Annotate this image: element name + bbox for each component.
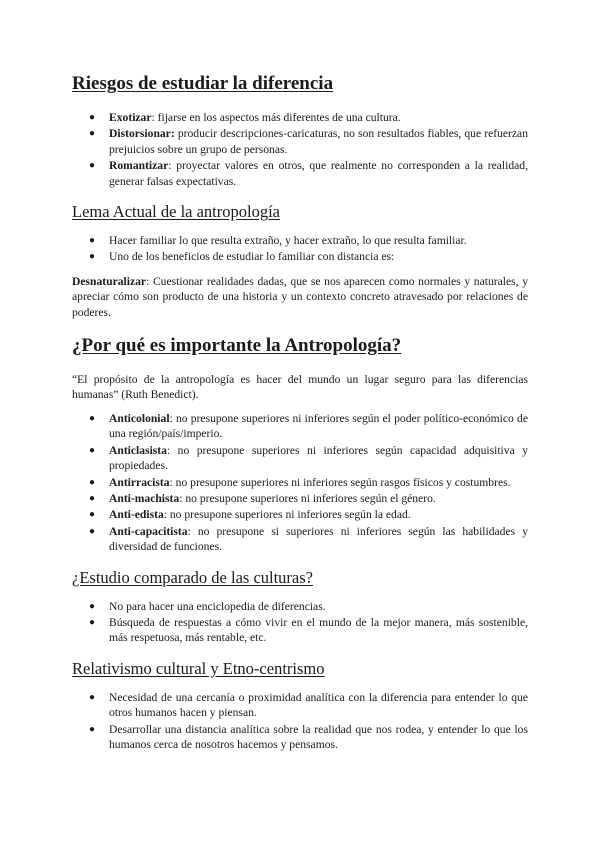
- bullet-icon: ●: [89, 509, 96, 521]
- item-text: Desarrollar una distancia analítica sobre la realidad que nos rodea, y entender lo que los humanos cerca de nosotros hacemos y pensamos.: [109, 722, 528, 751]
- item-text: Uno de los beneficios de estudiar lo familiar con distancia es:: [109, 250, 395, 264]
- term: Romantizar: [109, 159, 169, 173]
- bullet-icon: ●: [89, 616, 96, 628]
- bullet-icon: ●: [89, 600, 96, 612]
- list-item: [72, 443, 528, 474]
- term: Anticlasista: [109, 443, 167, 457]
- list-item: [72, 475, 528, 490]
- list-estudio-comparado: [72, 599, 528, 646]
- term: Anti-machista: [109, 491, 180, 505]
- list-item: [72, 158, 528, 189]
- paragraph-text: : Cuestionar realidades dadas, que se nos aparecen como normales y naturales, y apreciar cómo son producto de una historia y un contexto concreto atravesado por relaciones de poderes.: [72, 274, 528, 319]
- list-item: [72, 615, 528, 646]
- term: Anti-edista: [109, 508, 164, 522]
- bullet-icon: ●: [89, 723, 96, 735]
- item-text: : no presupone superiores ni inferiores según el poder político-económico de una región/país/imperio.: [109, 411, 528, 441]
- term: Anticolonial: [109, 411, 170, 425]
- list-lema: [72, 233, 528, 265]
- list-item: [72, 599, 528, 614]
- bullet-icon: ●: [89, 412, 96, 424]
- list-item: [72, 507, 528, 522]
- list-item: [72, 411, 528, 442]
- bullet-icon: ●: [89, 444, 96, 456]
- heading-importancia: ¿Por qué es importante la Antropología?: [72, 335, 402, 357]
- bullet-icon: ●: [89, 128, 96, 140]
- list-item: [72, 491, 528, 506]
- paragraph-desnaturalizar: [72, 274, 528, 320]
- item-text: : fijarse en los aspectos más diferentes de una cultura.: [151, 111, 401, 124]
- document-content: [72, 72, 528, 753]
- term: Antirracista: [109, 475, 170, 489]
- item-text: : no presupone superiores ni inferiores según rasgos físicos y costumbres.: [169, 475, 511, 489]
- list-item: [72, 722, 528, 753]
- list-item: [72, 524, 528, 555]
- bullet-icon: ●: [89, 476, 96, 488]
- list-item: [72, 126, 528, 157]
- heading-relativismo: Relativismo cultural y Etno-centrismo: [72, 658, 325, 678]
- list-importancia: [72, 411, 528, 555]
- term: Anti-capacitista: [109, 524, 188, 538]
- item-text: No para hacer una enciclopedia de diferencias.: [109, 599, 326, 613]
- list-riesgos: [72, 110, 528, 189]
- list-item: [72, 233, 528, 248]
- heading-estudio-comparado: ¿Estudio comparado de las culturas?: [72, 567, 313, 587]
- heading-riesgos: Riesgos de estudiar la diferencia: [72, 73, 334, 94]
- list-relativismo: [72, 690, 528, 753]
- list-item: [72, 110, 528, 125]
- bullet-icon: ●: [89, 160, 96, 172]
- bullet-icon: ●: [89, 492, 96, 504]
- bullet-icon: ●: [89, 691, 96, 703]
- term: Desnaturalizar: [72, 274, 147, 288]
- list-item: [72, 249, 528, 264]
- item-text: : proyectar valores en otros, que realmente no corresponden a la realidad, generar falsas expectativas.: [109, 159, 528, 188]
- bullet-icon: ●: [89, 251, 96, 263]
- item-text: : no presupone superiores ni inferiores según capacidad adquisitiva y propiedades.: [109, 443, 528, 473]
- item-text: Hacer familiar lo que resulta extraño, y hacer extraño, lo que resulta familiar.: [109, 234, 467, 248]
- bullet-icon: ●: [89, 112, 96, 123]
- item-text: Necesidad de una cercanía o proximidad analítica con la diferencia para entender lo que otros humanos hacen y piensan.: [109, 690, 528, 720]
- item-text: : no presupone si superiores ni inferiores según las habilidades y diversidad de funciones.: [109, 524, 528, 554]
- term: Distorsionar:: [109, 127, 175, 141]
- item-text: : no presupone superiores ni inferiores según la edad.: [163, 508, 411, 522]
- item-text: producir descripciones-caricaturas, no son resultados fiables, que refuerzan prejuicios sobre un grupo de personas.: [109, 127, 528, 156]
- bullet-icon: ●: [89, 525, 96, 537]
- quote-benedict: “El propósito de la antropología es hacer del mundo un lugar seguro para las diferencias humanas” (Ruth Benedict).: [72, 373, 528, 402]
- term: Exotizar: [109, 111, 152, 124]
- item-text: : no presupone superiores ni inferiores según el género.: [179, 491, 436, 505]
- list-item: [72, 690, 528, 721]
- item-text: Búsqueda de respuestas a cómo vivir en el mundo de la mejor manera, más sostenible, más respetuosa, más rentable, etc.: [109, 615, 528, 645]
- bullet-icon: ●: [89, 235, 96, 247]
- heading-lema: Lema Actual de la antropología: [72, 202, 281, 222]
